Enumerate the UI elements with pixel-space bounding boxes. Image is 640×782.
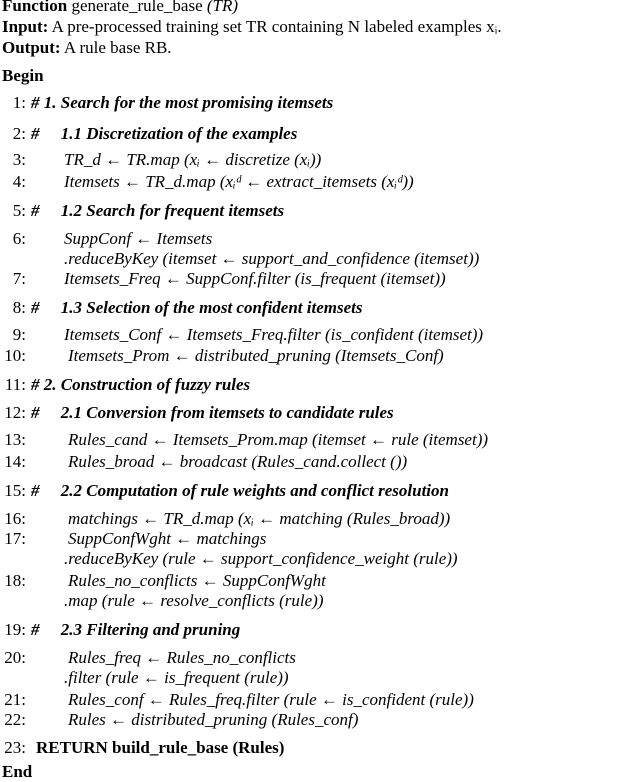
line-number: 15: bbox=[4, 481, 26, 500]
comment-line: # 1.3 Selection of the most confident itemsets bbox=[31, 298, 363, 317]
code-line: Rules_broad ← broadcast (Rules_cand.collect ()) bbox=[68, 452, 408, 471]
line-number: 19: bbox=[4, 620, 26, 639]
function-keyword: Function bbox=[2, 0, 68, 15]
comment-line: # 1.2 Search for frequent itemsets bbox=[31, 201, 285, 220]
input-keyword: Input: bbox=[2, 17, 49, 36]
output-line bbox=[2, 38, 172, 58]
code-line: Rules_freq ← Rules_no_conflicts bbox=[68, 648, 296, 667]
line-number: 3: bbox=[12, 150, 26, 169]
input-line bbox=[2, 17, 502, 37]
function-arg: (TR) bbox=[206, 0, 239, 15]
code-line: Rules ← distributed_pruning (Rules_conf) bbox=[68, 710, 359, 729]
line-number: 20: bbox=[4, 648, 26, 667]
output-text: A rule base RB. bbox=[63, 38, 172, 57]
code-continuation: .reduceByKey (itemset ← support_and_confidence (itemset)) bbox=[64, 249, 480, 268]
code-line: Rules_conf ← Rules_freq.filter (rule ← is_confident (rule)) bbox=[68, 690, 474, 709]
comment-line: # 1. Search for the most promising itemsets bbox=[31, 93, 334, 112]
line-number: 18: bbox=[4, 571, 26, 590]
code-line: SuppConf ← Itemsets bbox=[64, 229, 213, 248]
function-name: generate_rule_base bbox=[71, 0, 203, 15]
output-keyword: Output: bbox=[2, 38, 61, 57]
input-text: A pre-processed training set TR containing N labeled examples xᵢ. bbox=[51, 17, 502, 36]
end-keyword: End bbox=[2, 762, 33, 781]
line-number: 22: bbox=[4, 710, 26, 729]
code-line: TR_d ← TR.map (xᵢ ← discretize (xᵢ)) bbox=[64, 150, 322, 169]
line-number: 12: bbox=[4, 403, 26, 422]
comment-line: # 2.3 Filtering and pruning bbox=[31, 620, 241, 639]
line-number: 13: bbox=[4, 430, 26, 449]
line-number: 1: bbox=[12, 93, 26, 112]
function-signature bbox=[2, 0, 238, 16]
line-number: 9: bbox=[12, 325, 26, 344]
code-continuation: .filter (rule ← is_frequent (rule)) bbox=[64, 668, 289, 687]
line-number: 2: bbox=[12, 124, 26, 143]
code-continuation: .reduceByKey (rule ← support_confidence_weight (rule)) bbox=[64, 549, 458, 568]
comment-line: # 1.1 Discretization of the examples bbox=[31, 124, 298, 143]
comment-line: # 2.2 Computation of rule weights and conflict resolution bbox=[31, 481, 449, 500]
line-number: 16: bbox=[4, 509, 26, 528]
line-number: 17: bbox=[4, 529, 26, 548]
return-line: RETURN build_rule_base (Rules) bbox=[36, 738, 285, 757]
line-number: 6: bbox=[12, 229, 26, 248]
code-line: Itemsets_Conf ← Itemsets_Freq.filter (is_confident (itemset)) bbox=[64, 325, 484, 344]
code-continuation: .map (rule ← resolve_conflicts (rule)) bbox=[64, 591, 324, 610]
line-number: 14: bbox=[4, 452, 26, 471]
code-line: Rules_cand ← Itemsets_Prom.map (itemset ← rule (itemset)) bbox=[68, 430, 489, 449]
code-line: SuppConfWght ← matchings bbox=[68, 529, 267, 548]
line-number: 5: bbox=[12, 201, 26, 220]
code-line: Itemsets_Prom ← distributed_pruning (Itemsets_Conf) bbox=[68, 346, 444, 365]
line-number: 21: bbox=[4, 690, 26, 709]
code-line: matchings ← TR_d.map (xᵢ ← matching (Rules_broad)) bbox=[68, 509, 451, 528]
line-number: 11: bbox=[4, 375, 26, 394]
comment-line: # 2.1 Conversion from itemsets to candidate rules bbox=[31, 403, 394, 422]
line-number: 4: bbox=[12, 172, 26, 191]
line-number: 23: bbox=[4, 738, 26, 757]
line-number: 7: bbox=[12, 269, 26, 288]
line-number: 10: bbox=[4, 346, 26, 365]
line-number: 8: bbox=[12, 298, 26, 317]
code-line: Itemsets ← TR_d.map (xᵢᵈ ← extract_itemsets (xᵢᵈ)) bbox=[64, 172, 414, 191]
code-line: Rules_no_conflicts ← SuppConfWght bbox=[68, 571, 326, 590]
comment-line: # 2. Construction of fuzzy rules bbox=[31, 375, 251, 394]
code-line: Itemsets_Freq ← SuppConf.filter (is_frequent (itemset)) bbox=[64, 269, 446, 288]
begin-keyword: Begin bbox=[2, 66, 44, 85]
